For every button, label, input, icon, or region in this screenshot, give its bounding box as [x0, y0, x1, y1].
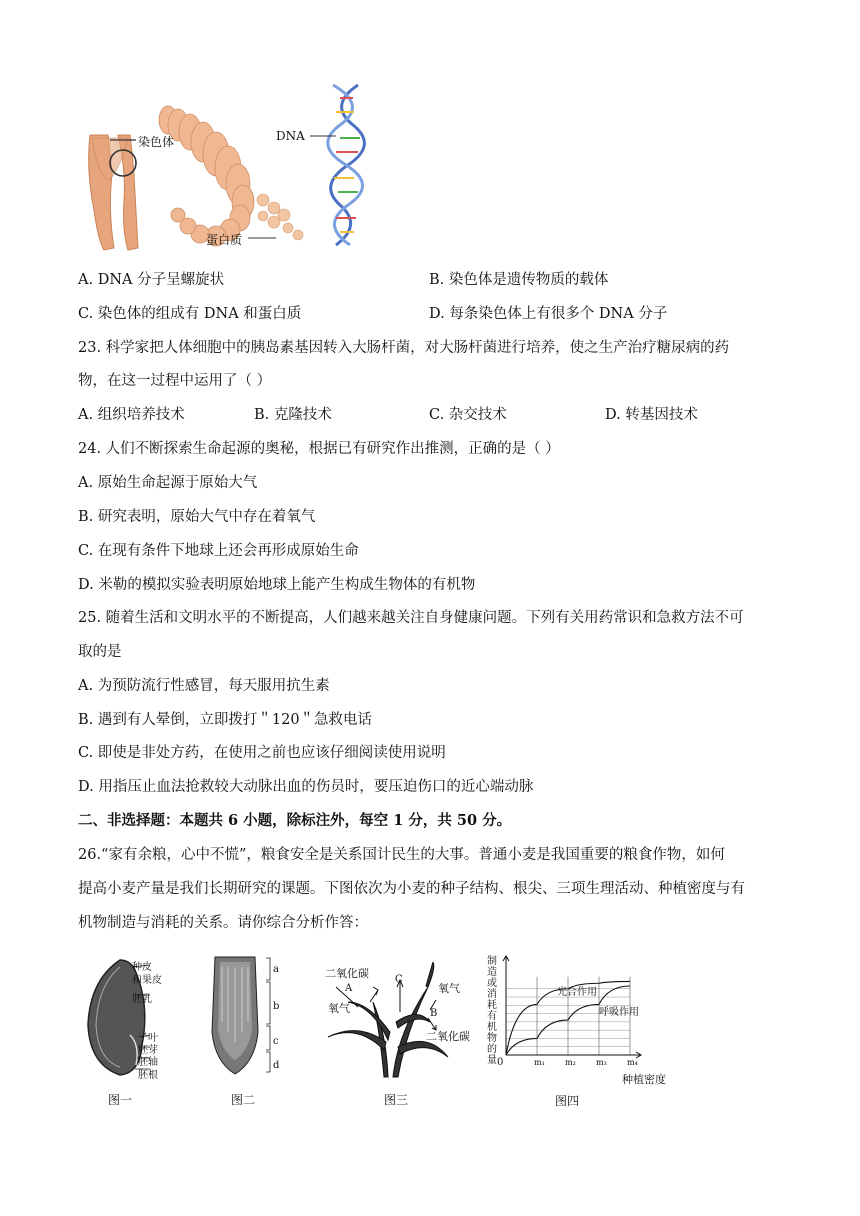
fig3-label-a: A — [345, 983, 353, 994]
fig2-label-d: d — [273, 1060, 280, 1071]
x-tick-label: m₃ — [596, 1058, 607, 1067]
q25-stem-line2: 取的是 — [78, 644, 122, 660]
fig1-caption: 图一 — [108, 1093, 133, 1107]
fig1-label-cotyledon: 子叶 — [138, 1033, 158, 1044]
q25-stem-line1: 25. 随着生活和文明水平的不断提高，人们越来越关注自身健康问题。下列有关用药常识和急救方法不可 — [78, 610, 744, 626]
x-tick-label: m₄ — [627, 1058, 638, 1067]
q26-line2: 提高小麦产量是我们长期研究的课题。下图依次为小麦的种子结构、根尖、三项生理活动、种植密度与有 — [78, 881, 745, 897]
label-protein: 蛋白质 — [206, 233, 243, 247]
fig1-label-endosperm: 胚乳 — [132, 994, 152, 1005]
q24-option-b: B. 研究表明，原始大气中存在着氧气 — [78, 509, 316, 525]
fig4-curve-label-photosynthesis: 光合作用 — [557, 987, 597, 998]
fig1-label-plumule: 胚芽 — [138, 1045, 158, 1056]
fig3-label-o2-right: 氧气 — [438, 982, 460, 995]
q26-line1: 26.“家有余粮，心中不慌”，粮食安全是关系国计民生的大事。普通小麦是我国重要的粮食作物，如何 — [78, 847, 725, 863]
q25-option-d: D. 用指压止血法抢救较大动脉出血的伤员时，要压迫伤口的近心端动脉 — [78, 779, 534, 795]
fig3-label-co2-right: 二氧化碳 — [426, 1030, 470, 1043]
q22-option-c: C. 染色体的组成有 DNA 和蛋白质 — [78, 306, 302, 322]
q24-option-d: D. 米勒的模拟实验表明原始地球上能产生构成生物体的有机物 — [78, 577, 476, 593]
q25-option-a: A. 为预防流行性感冒，每天服用抗生素 — [78, 678, 330, 694]
label-dna: DNA — [276, 129, 305, 143]
fig4-ylabel: 制造或消耗有机物的量 — [487, 956, 497, 1066]
fig2-label-b: b — [273, 1001, 280, 1012]
x-tick-label: m₂ — [565, 1058, 576, 1067]
fig3-caption: 图三 — [384, 1093, 409, 1107]
fig2-label-a: a — [273, 964, 279, 975]
fig3-label-c: C — [395, 974, 403, 985]
fig4-curve-label-respiration: 呼吸作用 — [599, 1007, 639, 1018]
fig4-caption: 图四 — [555, 1094, 580, 1108]
section2-heading: 二、非选择题：本题共 6 小题，除标注外，每空 1 分，共 50 分。 — [78, 812, 512, 829]
q23-option-c: C. 杂交技术 — [429, 407, 507, 423]
fig2-label-c: c — [273, 1036, 279, 1047]
x-tick-label: m₁ — [534, 1058, 545, 1067]
fig1-label-radicle: 胚根 — [138, 1070, 158, 1081]
q23-option-d: D. 转基因技术 — [605, 407, 698, 423]
q22-option-d: D. 每条染色体上有很多个 DNA 分子 — [429, 306, 668, 322]
fig4-origin: 0 — [497, 1057, 504, 1068]
fig3-label-co2-top: 二氧化碳 — [325, 967, 369, 980]
fig3-label-o2-left: 氧气 — [328, 1002, 350, 1015]
fig2-caption: 图二 — [231, 1093, 256, 1107]
q23-stem-line1: 23. 科学家把人体细胞中的胰岛素基因转入大肠杆菌，对大肠杆菌进行培养，使之生产治疗糖尿病的药 — [78, 340, 730, 356]
q25-option-b: B. 遇到有人晕倒，立即拨打＂120＂急救电话 — [78, 712, 373, 728]
fig1-label-seedcoat: 种皮 — [132, 962, 152, 973]
q25-option-c: C. 即使是非处方药，在使用之前也应该仔细阅读使用说明 — [78, 745, 446, 761]
q24-stem: 24. 人们不断探索生命起源的奥秘，根据已有研究作出推测，正确的是（ ） — [78, 441, 560, 457]
chromosome-dna-illustration — [78, 80, 398, 255]
label-chromosome: 染色体 — [138, 135, 175, 149]
q22-option-b: B. 染色体是遗传物质的载体 — [429, 272, 609, 288]
q24-option-c: C. 在现有条件下地球上还会再形成原始生命 — [78, 543, 359, 559]
q23-stem-line2: 物，在这一过程中运用了（ ） — [78, 373, 272, 389]
fig1-label-pericarp: 和果皮 — [132, 975, 162, 986]
fig3-label-b: B — [430, 1008, 438, 1019]
fig4-xlabel: 种植密度 — [622, 1073, 666, 1086]
fig1-label-hypocotyl: 胚轴 — [138, 1057, 158, 1068]
q26-line3: 机物制造与消耗的关系。请你综合分析作答： — [78, 915, 368, 931]
q22-option-a: A. DNA 分子呈螺旋状 — [78, 272, 225, 288]
q24-option-a: A. 原始生命起源于原始大气 — [78, 475, 258, 491]
q23-option-b: B. 克隆技术 — [254, 407, 332, 423]
q23-option-a: A. 组织培养技术 — [78, 407, 185, 423]
